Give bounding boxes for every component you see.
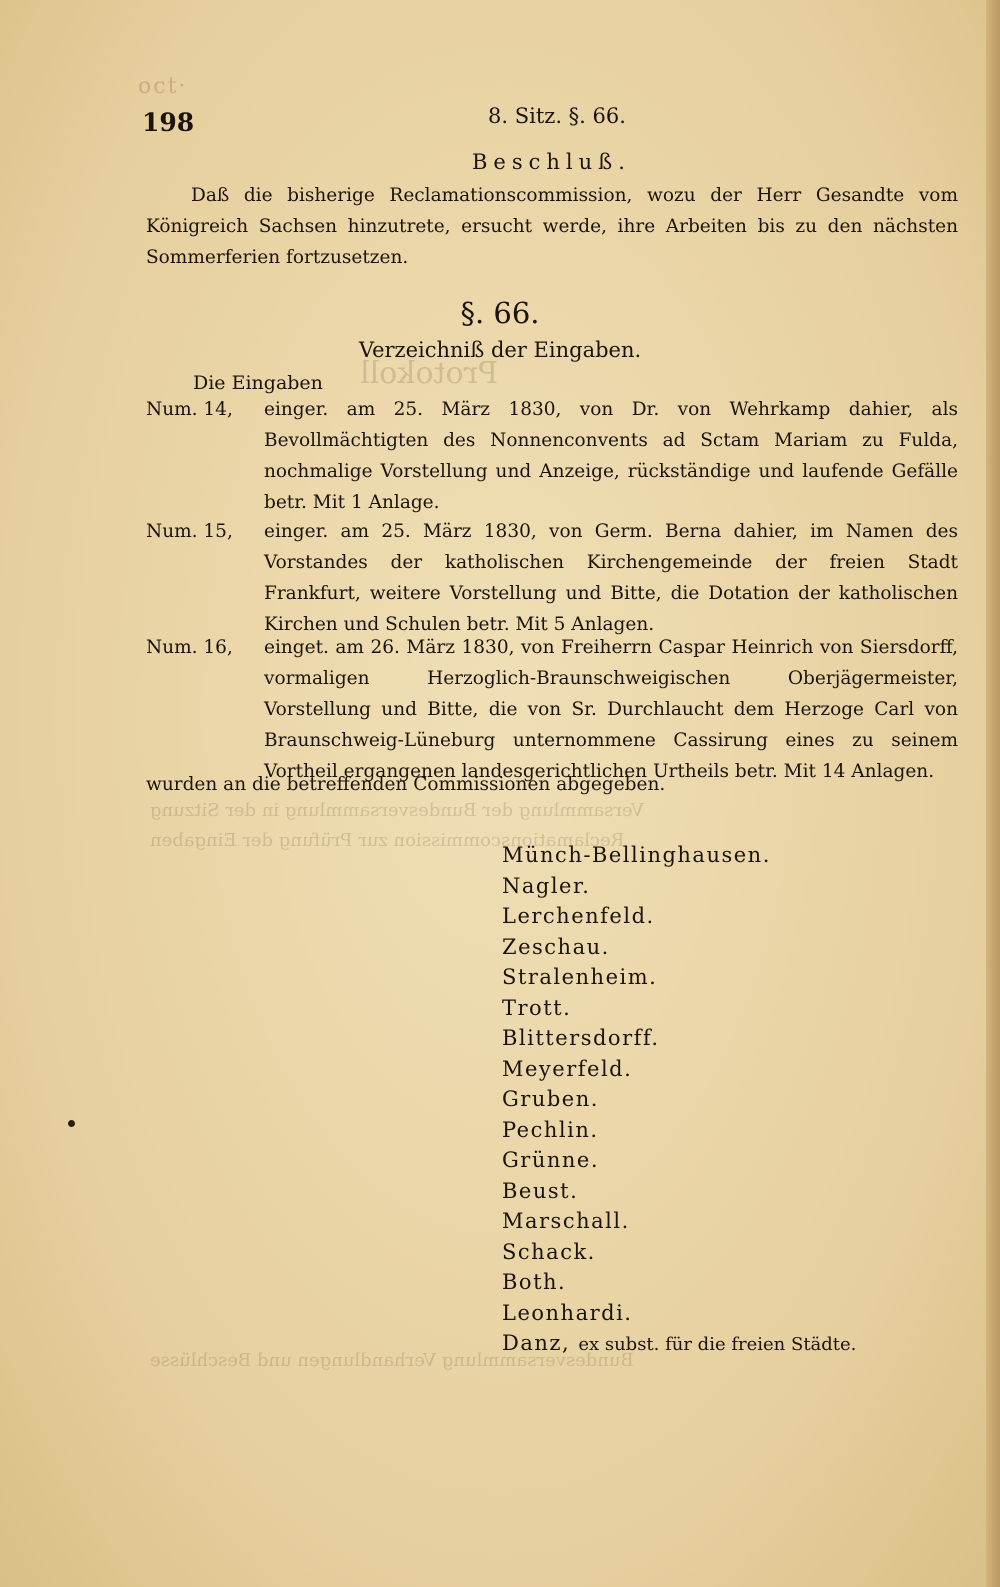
signatory: Grünne. (502, 1148, 599, 1172)
section-title: Verzeichniß der Eingaben. (358, 338, 642, 362)
entry-number: Num. 15, (146, 521, 233, 542)
entry-text: einger. am 25. März 1830, von Germ. Berna dahier, im Namen des Vorstandes der katholischen Kirchengemeinde der freien Stadt Frankfurt, weitere Vorstellung und Bitte, die Dotation der katholischen Kirchen und Schulen betr. Mit 5 Anlagen. (264, 521, 958, 635)
signatory: Leonhardi. (502, 1300, 633, 1325)
running-title: 8. Sitz. §. 66. (488, 104, 626, 128)
section-number: §. 66. (460, 296, 540, 330)
bleed-through-text: Protokoll (360, 356, 499, 391)
signatory: Meyerfeld. (502, 1056, 633, 1081)
signatory: Beust. (502, 1178, 579, 1203)
signatory-note: ex subst. für die freien Städte. (578, 1334, 857, 1355)
signatory: Nagler. (502, 873, 591, 898)
entry-number: Num. 16, (146, 637, 233, 658)
signatory-last (502, 1328, 856, 1361)
bleed-through-text: Reclamationscommission zur Prüfung der Eingaben (150, 830, 625, 851)
signatory: Blittersdorff. (502, 1026, 660, 1050)
page-edge (986, 0, 1000, 1587)
page-number: 198 (142, 108, 195, 137)
signatory: Gruben. (502, 1087, 599, 1111)
signatory: Both. (502, 1270, 567, 1294)
section-intro: Die Eingaben (193, 372, 323, 394)
signatory: Trott. (502, 995, 572, 1020)
entry-number: Num. 14, (146, 399, 233, 420)
signatory-name: Danz, (502, 1331, 571, 1355)
signatory: Marschall. (502, 1209, 630, 1233)
signatory: Stralenheim. (502, 965, 658, 989)
signatory: Schack. (502, 1239, 596, 1264)
entry-text: einget. am 26. März 1830, von Freiherrn Caspar Heinrich von Siersdorff, vormaligen Herzoglich-Braunschweigischen Oberjägermeister, Vorstellung und Bitte, die von Sr. Durchlaucht dem Herzoge Carl von Braunschweig-Lüneburg unternommene Cassirung eines zu seinem Vortheil ergangenen landesgerichtlichen Urtheils betr. Mit 14 Anlagen. (264, 637, 958, 782)
signatory-list (502, 840, 856, 1361)
entry-text: einger. am 25. März 1830, von Dr. von Wehrkamp dahier, als Bevollmächtigten des Nonnenconvents ad Sctam Mariam zu Fulda, nochmalige Vorstellung und Anzeige, rückständige und laufende Gefälle betr. Mit 1 Anlage. (264, 399, 958, 513)
bleed-through-text: Bundesversammlung Verhandlungen und Beschlüsse (150, 1350, 634, 1371)
entry-num-14 (146, 394, 958, 518)
signatory: Lerchenfeld. (502, 904, 655, 928)
beschluss-text: Daß die bisherige Reclamationscommission, wozu der Herr Gesandte vom Königreich Sachsen hinzutrete, ersucht werde, ihre Arbeiten bis zu den nächsten Sommerferien fortzusetzen. (146, 185, 958, 268)
faint-stamp: oct· (138, 74, 188, 99)
signatory: Pechlin. (502, 1117, 599, 1142)
entry-num-16 (146, 632, 958, 787)
entry-num-15 (146, 516, 958, 640)
ink-mark (68, 1120, 75, 1127)
bleed-through-text: Versammlung der Bundesversammlung in der Sitzung (150, 800, 645, 821)
signatory: Zeschau. (502, 934, 610, 959)
beschluss-heading: Beschluß. (472, 150, 631, 174)
closing-line: wurden an die betreffenden Commissionen abgegeben. (146, 774, 666, 795)
signatory: Münch-Bellinghausen. (502, 843, 771, 867)
